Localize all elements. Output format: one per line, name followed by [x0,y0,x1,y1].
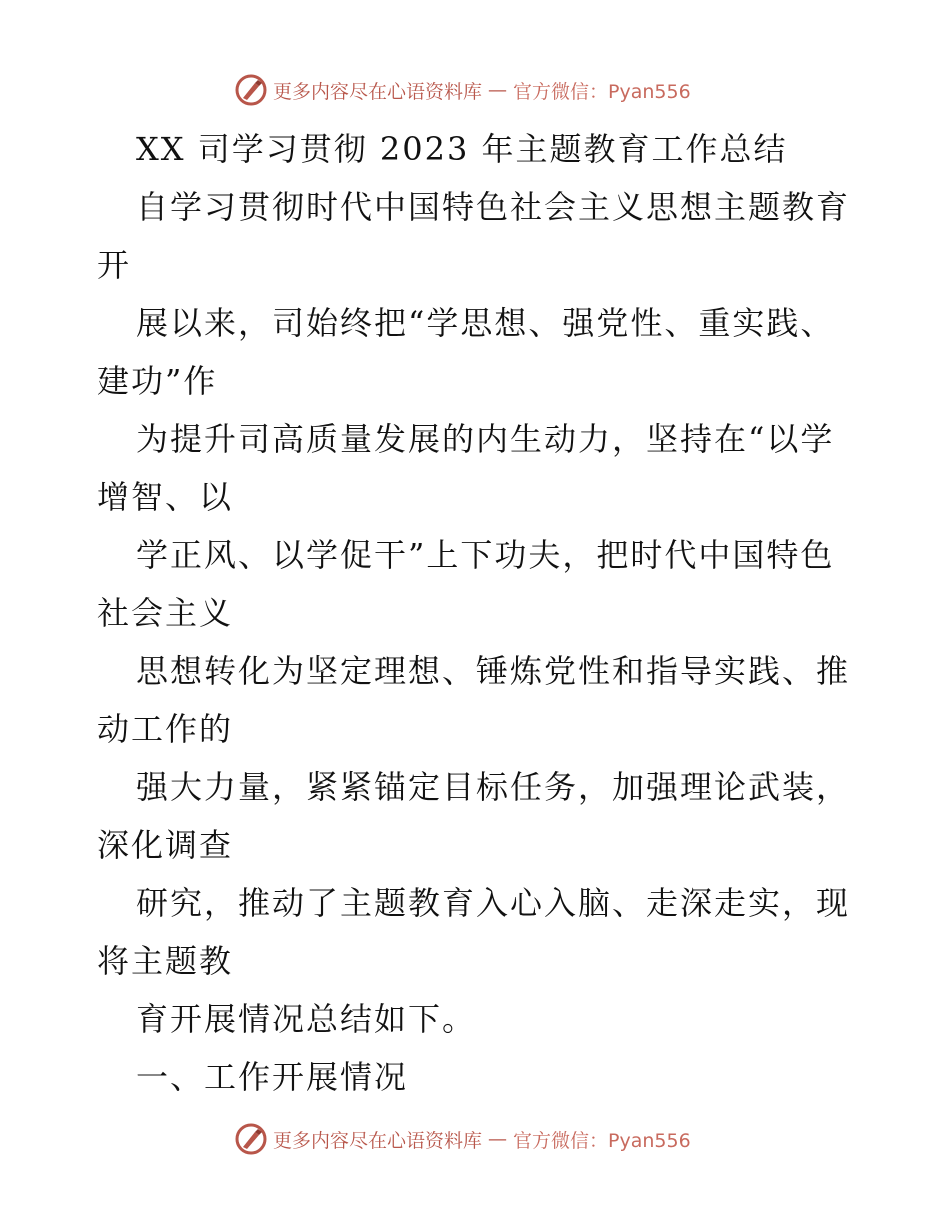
document-body [97,120,867,1106]
watermark-header [235,72,691,108]
pen-logo-icon [235,74,267,106]
paragraph-line: 动工作的 [97,710,234,748]
paragraph-line: 育开展情况总结如下。 [136,1000,477,1038]
paragraph-line: 将主题教 [97,942,234,980]
watermark-footer [235,1121,691,1157]
paragraph-line: 研究，推动了主题教育入心入脑、走深走实，现 [136,884,851,922]
paragraph-line: 思想转化为坚定理想、锤炼党性和指导实践、推 [136,652,851,690]
paragraph-line: 为提升司高质量发展的内生动力，坚持在“以学 [136,420,835,458]
paragraph-line: 社会主义 [97,594,234,632]
watermark-site-text: 更多内容尽在心语资料库 [273,80,483,103]
watermark-separator: — [488,1128,508,1150]
paragraph-line: 展以来，司始终把“学思想、强党性、重实践、 [136,304,835,342]
paragraph-line: 增智、以 [97,478,234,516]
paragraph-line: 自学习贯彻时代中国特色社会主义思想主题教育 [136,188,851,226]
watermark-wechat-text: 官方微信：Pyan556 [513,1129,691,1152]
watermark-site-text: 更多内容尽在心语资料库 [273,1129,483,1152]
section-heading: 一、工作开展情况 [136,1058,409,1096]
paragraph-line: 建功”作 [97,362,218,400]
pen-logo-icon [235,1123,267,1155]
watermark-separator: — [488,79,508,101]
paragraph-line: 学正风、以学促干”上下功夫，把时代中国特色 [136,536,835,574]
paragraph-line: 强大力量，紧紧锚定目标任务，加强理论武装， [136,768,851,806]
paragraph-line: 开 [97,246,132,284]
paragraph-line: 深化调查 [97,826,234,864]
watermark-wechat-text: 官方微信：Pyan556 [513,80,691,103]
document-title: XX 司学习贯彻 2023 年主题教育工作总结 [136,130,788,168]
